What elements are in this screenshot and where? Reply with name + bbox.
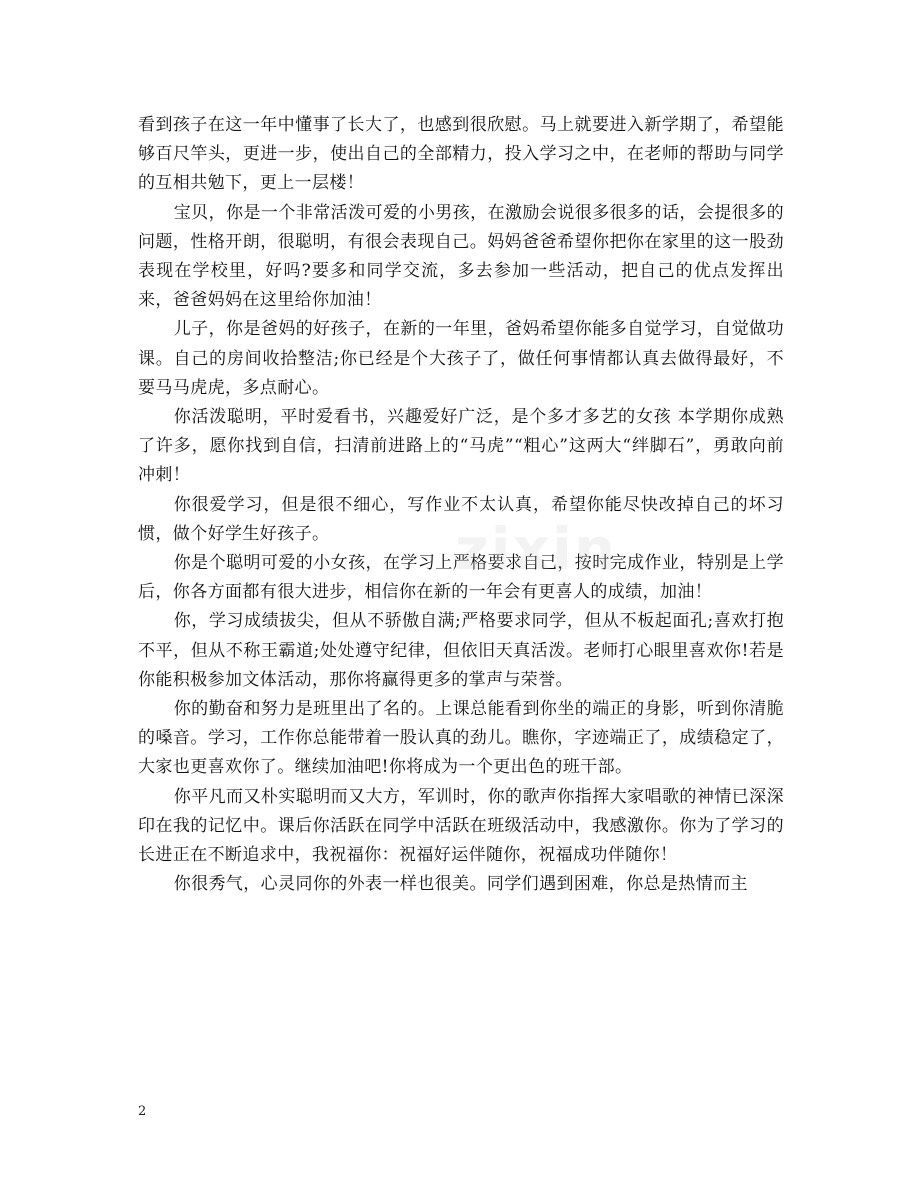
- paragraph: 你很秀气，心灵同你的外表一样也很美。同学们遇到困难，你总是热情而主: [173, 874, 748, 895]
- watermark: zixin: [455, 515, 618, 583]
- paragraph: 你的勤奋和努力是班里出了名的。上课总能看到你坐的端正的身影，听到你清脆的嗓音。学习，工作你总能带着一股认真的劲儿。瞧你，字迹端正了，成绩稳定了，大家也更喜欢你了。继续加油吧!你将成为一个更出色的班干部。: [138, 699, 784, 778]
- paragraph: 你平凡而又朴实聪明而又大方，军训时，你的歌声你指挥大家唱歌的神情已深深印在我的记忆中。课后你活跃在同学中活跃在班级活动中，我感激你。你为了学习的长进正在不断追求中，我祝福你：祝福好运伴随你，祝福成功伴随你！: [138, 786, 784, 866]
- page-number: 2: [138, 1104, 147, 1119]
- paragraph: 宝贝，你是一个非常活泼可爱的小男孩，在激励会说很多很多的话，会提很多的问题，性格开朗，很聪明，有很会表现自己。妈妈爸爸希望你把你在家里的这一股劲表现在学校里，好吗?要多和同学交流，多去参加一些活动，把自己的优点发挥出来，爸爸妈妈在这里给你加油！: [138, 202, 784, 311]
- paragraph: 你是个聪明可爱的小女孩，在学习上严格要求自己，按时完成作业，特别是上学后，你各方面都有很大进步，相信你在新的一年会有更喜人的成绩，加油！: [138, 553, 784, 603]
- paragraph: 看到孩子在这一年中懂事了长大了，也感到很欣慰。马上就要进入新学期了，希望能够百尺竿头，更进一步，使出自己的全部精力，投入学习之中，在老师的帮助与同学的互相共勉下，更上一层楼！: [138, 115, 784, 194]
- document-body: [138, 111, 784, 899]
- paragraph: 儿子，你是爸妈的好孩子，在新的一年里，爸妈希望你能多自觉学习，自觉做功课。自己的房间收拾整洁;你已经是个大孩子了，做任何事情都认真去做得最好，不要马马虎虎，多点耐心。: [138, 319, 784, 398]
- paragraph: 你很爱学习，但是很不细心，写作业不太认真，希望你能尽快改掉自己的坏习惯，做个好学生好孩子。: [138, 494, 784, 544]
- paragraph: 你，学习成绩拔尖，但从不骄傲自满;严格要求同学，但从不板起面孔;喜欢打抱不平，但从不称王霸道;处处遵守纪律，但依旧天真活泼。老师打心眼里喜欢你!若是你能积极参加文体活动，那你将赢得更多的掌声与荣誉。: [138, 611, 784, 690]
- paragraph: 你活泼聪明，平时爱看书，兴趣爱好广泛，是个多才多艺的女孩 本学期你成熟了许多，愿你找到自信，扫清前进路上的“马虎”“粗心”这两大“绊脚石”，勇敢向前冲刺！: [138, 407, 784, 486]
